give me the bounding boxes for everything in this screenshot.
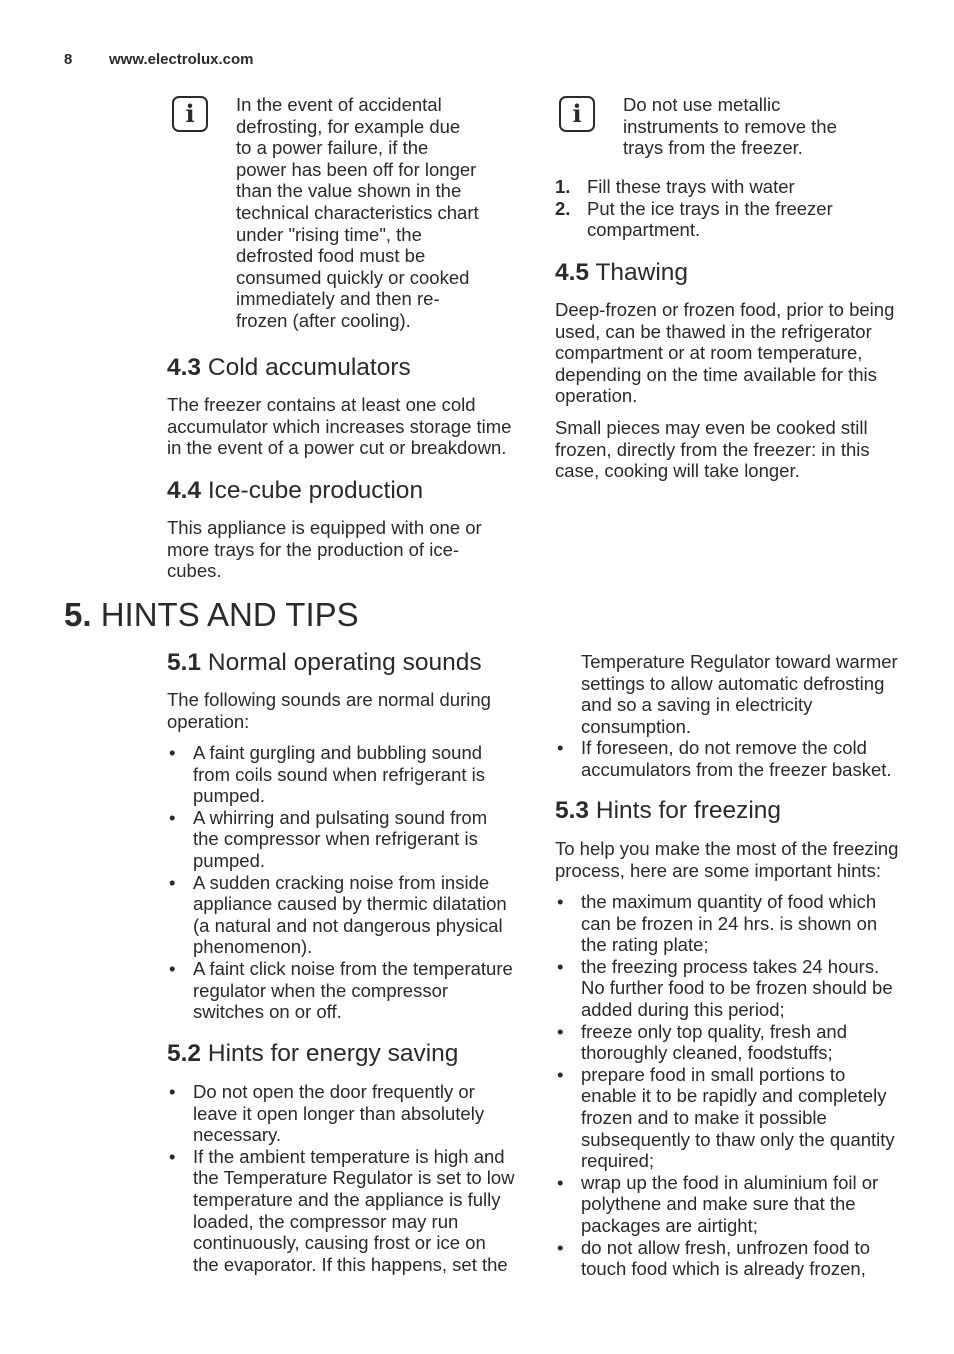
item-line: (a natural and not dangerous physical xyxy=(193,914,503,936)
info-icon: i xyxy=(172,96,208,132)
step-line: Put the ice trays in the freezer xyxy=(587,197,833,219)
text-line: operation: xyxy=(167,710,250,732)
metallic-note xyxy=(623,94,903,159)
note-line: under "rising time", the xyxy=(236,223,422,245)
text-line: more trays for the production of ice- xyxy=(167,538,460,560)
item-line: necessary. xyxy=(193,1124,282,1146)
thawing-para-2 xyxy=(555,417,925,482)
item-line: No further food to be frozen should be xyxy=(581,977,893,999)
item-line: pumped. xyxy=(193,849,265,871)
info-icon: i xyxy=(559,96,595,132)
item-line: the Temperature Regulator is set to low xyxy=(193,1167,515,1189)
item-line: leave it open longer than absolutely xyxy=(193,1102,485,1124)
note-line: defrosting, for example due xyxy=(236,115,461,137)
item-line: • A faint click noise from the temperature xyxy=(193,957,513,979)
item-line: enable it to be rapidly and completely xyxy=(581,1085,887,1107)
thawing-para-1 xyxy=(555,299,925,407)
list-item xyxy=(555,1172,930,1237)
item-line: • A faint gurgling and bubbling sound xyxy=(193,742,483,763)
item-line: • Do not open the door frequently or xyxy=(193,1081,475,1102)
sounds-intro xyxy=(167,689,527,732)
item-line: accumulators from the freezer basket. xyxy=(581,758,892,780)
text-line: The freezer contains at least one cold xyxy=(167,394,476,415)
step-item xyxy=(555,198,915,241)
step-line: Fill these trays with water xyxy=(587,176,795,197)
sounds-list xyxy=(167,742,532,1023)
list-item xyxy=(555,1237,930,1280)
section-heading-5-3 xyxy=(555,797,781,825)
item-line: frozen and to make it possible xyxy=(581,1106,827,1128)
list-item xyxy=(167,742,532,807)
item-line: added during this period; xyxy=(581,998,785,1020)
item-line: the compressor when refrigerant is xyxy=(193,828,478,850)
note-line: than the value shown in the xyxy=(236,180,462,202)
section-heading-5-1 xyxy=(167,649,482,677)
section-number: 4.4 xyxy=(167,477,202,504)
item-line: consumption. xyxy=(581,715,692,737)
list-item xyxy=(555,891,930,956)
item-line: phenomenon). xyxy=(193,936,313,958)
section-number: 5.1 xyxy=(167,649,202,676)
note-line: defrosted food must be xyxy=(236,245,426,267)
section-number: 5.2 xyxy=(167,1040,202,1067)
item-line: • prepare food in small portions to xyxy=(581,1063,846,1085)
note-line: instruments to remove the xyxy=(623,115,837,137)
section-heading-4-3 xyxy=(167,354,411,382)
item-line: and so a saving in electricity xyxy=(581,694,813,716)
ice-cube-text xyxy=(167,517,527,582)
section-number: 5.3 xyxy=(555,797,590,824)
list-item xyxy=(167,1081,532,1146)
note-line: technical characteristics chart xyxy=(236,201,479,223)
text-line: Small pieces may even be cooked still xyxy=(555,417,868,438)
item-line: can be frozen in 24 hrs. is shown on xyxy=(581,912,878,934)
section-heading-5-2 xyxy=(167,1040,458,1068)
section-heading-4-4 xyxy=(167,477,423,505)
text-line: Deep-frozen or frozen food, prior to being xyxy=(555,299,895,320)
list-item xyxy=(167,807,532,872)
note-line: Do not use metallic xyxy=(623,94,781,115)
section-title: Hints for energy saving xyxy=(207,1040,459,1067)
section-number: 4.3 xyxy=(167,354,202,381)
item-line: switches on or off. xyxy=(193,1001,342,1023)
list-item xyxy=(167,958,532,1023)
item-line: settings to allow automatic defrosting xyxy=(581,672,885,694)
chapter-number: 5. xyxy=(64,596,92,633)
item-line: • wrap up the food in aluminium foil or xyxy=(581,1171,879,1193)
note-line: power has been off for longer xyxy=(236,158,477,180)
text-line: process, here are some important hints: xyxy=(555,859,881,881)
text-line: operation. xyxy=(555,385,638,407)
section-title: Hints for freezing xyxy=(595,797,782,824)
step-item xyxy=(555,176,915,198)
list-item xyxy=(555,1064,930,1172)
item-line: • freeze only top quality, fresh and xyxy=(581,1020,848,1042)
freezing-intro xyxy=(555,838,930,881)
list-item xyxy=(555,1021,930,1064)
text-line: cubes. xyxy=(167,560,222,582)
text-line: used, can be thawed in the refrigerator xyxy=(555,320,872,342)
item-line: regulator when the compressor xyxy=(193,979,449,1001)
item-line: the evaporator. If this happens, set the xyxy=(193,1253,508,1275)
item-line: thoroughly cleaned, foodstuffs; xyxy=(581,1042,833,1064)
text-line: in the event of a power cut or breakdown. xyxy=(167,437,507,459)
item-line: temperature and the appliance is fully xyxy=(193,1188,501,1210)
energy-list xyxy=(167,1081,532,1275)
note-line: trays from the freezer. xyxy=(623,137,803,159)
note-line: immediately and then re- xyxy=(236,288,440,310)
energy-list-continued xyxy=(555,651,920,781)
freezing-list xyxy=(555,891,930,1280)
text-line: This appliance is equipped with one or xyxy=(167,517,482,538)
list-item xyxy=(167,1146,532,1276)
text-line: compartment or at room temperature, xyxy=(555,342,863,364)
text-line: To help you make the most of the freezing xyxy=(555,838,899,859)
continued-item xyxy=(555,651,920,737)
item-line: from coils sound when refrigerant is xyxy=(193,763,486,785)
ice-tray-steps xyxy=(555,176,915,241)
item-line: pumped. xyxy=(193,785,265,807)
item-line: • If foreseen, do not remove the cold xyxy=(581,737,867,759)
cold-accumulators-text xyxy=(167,394,527,459)
item-line: required; xyxy=(581,1150,655,1172)
list-item xyxy=(555,737,920,780)
note-line: consumed quickly or cooked xyxy=(236,266,470,288)
item-line: • If the ambient temperature is high and xyxy=(193,1145,505,1167)
item-line: polythene and make sure that the xyxy=(581,1193,856,1215)
item-line: loaded, the compressor may run xyxy=(193,1210,459,1232)
note-line: to a power failure, if the xyxy=(236,137,429,159)
step-number: 1. xyxy=(555,176,571,197)
list-item xyxy=(555,956,930,1021)
item-line: • do not allow fresh, unfrozen food to xyxy=(581,1236,870,1258)
item-line: Temperature Regulator toward warmer xyxy=(581,651,898,672)
section-heading-4-5 xyxy=(555,259,688,287)
item-line: • A whirring and pulsating sound from xyxy=(193,806,488,828)
item-line: continuously, causing frost or ice on xyxy=(193,1232,486,1254)
item-line: • A sudden cracking noise from inside xyxy=(193,871,490,893)
chapter-title: HINTS AND TIPS xyxy=(100,596,359,633)
item-line: touch food which is already frozen, xyxy=(581,1258,866,1280)
text-line: frozen, directly from the freezer: in this xyxy=(555,438,870,460)
item-line: appliance caused by thermic dilatation xyxy=(193,893,507,915)
text-line: accumulator which increases storage time xyxy=(167,415,512,437)
list-item xyxy=(167,872,532,958)
section-title: Thawing xyxy=(595,259,689,286)
item-line: subsequently to thaw only the quantity xyxy=(581,1128,895,1150)
item-line: the rating plate; xyxy=(581,934,709,956)
item-line: • the maximum quantity of food which xyxy=(581,891,877,912)
section-title: Normal operating sounds xyxy=(207,649,482,676)
item-line: • the freezing process takes 24 hours. xyxy=(581,955,880,977)
step-line: compartment. xyxy=(587,219,701,241)
chapter-heading xyxy=(64,596,359,634)
note-line: frozen (after cooling). xyxy=(236,309,411,331)
page-number: 8 xyxy=(64,51,73,68)
defrost-note xyxy=(236,94,506,332)
note-line: In the event of accidental xyxy=(236,94,442,115)
section-title: Cold accumulators xyxy=(207,354,411,381)
text-line: case, cooking will take longer. xyxy=(555,460,800,482)
section-title: Ice-cube production xyxy=(207,477,424,504)
website-url: www.electrolux.com xyxy=(109,51,254,68)
section-number: 4.5 xyxy=(555,259,590,286)
step-number: 2. xyxy=(555,197,571,219)
text-line: depending on the time available for this xyxy=(555,363,877,385)
text-line: The following sounds are normal during xyxy=(167,689,491,710)
item-line: packages are airtight; xyxy=(581,1214,758,1236)
